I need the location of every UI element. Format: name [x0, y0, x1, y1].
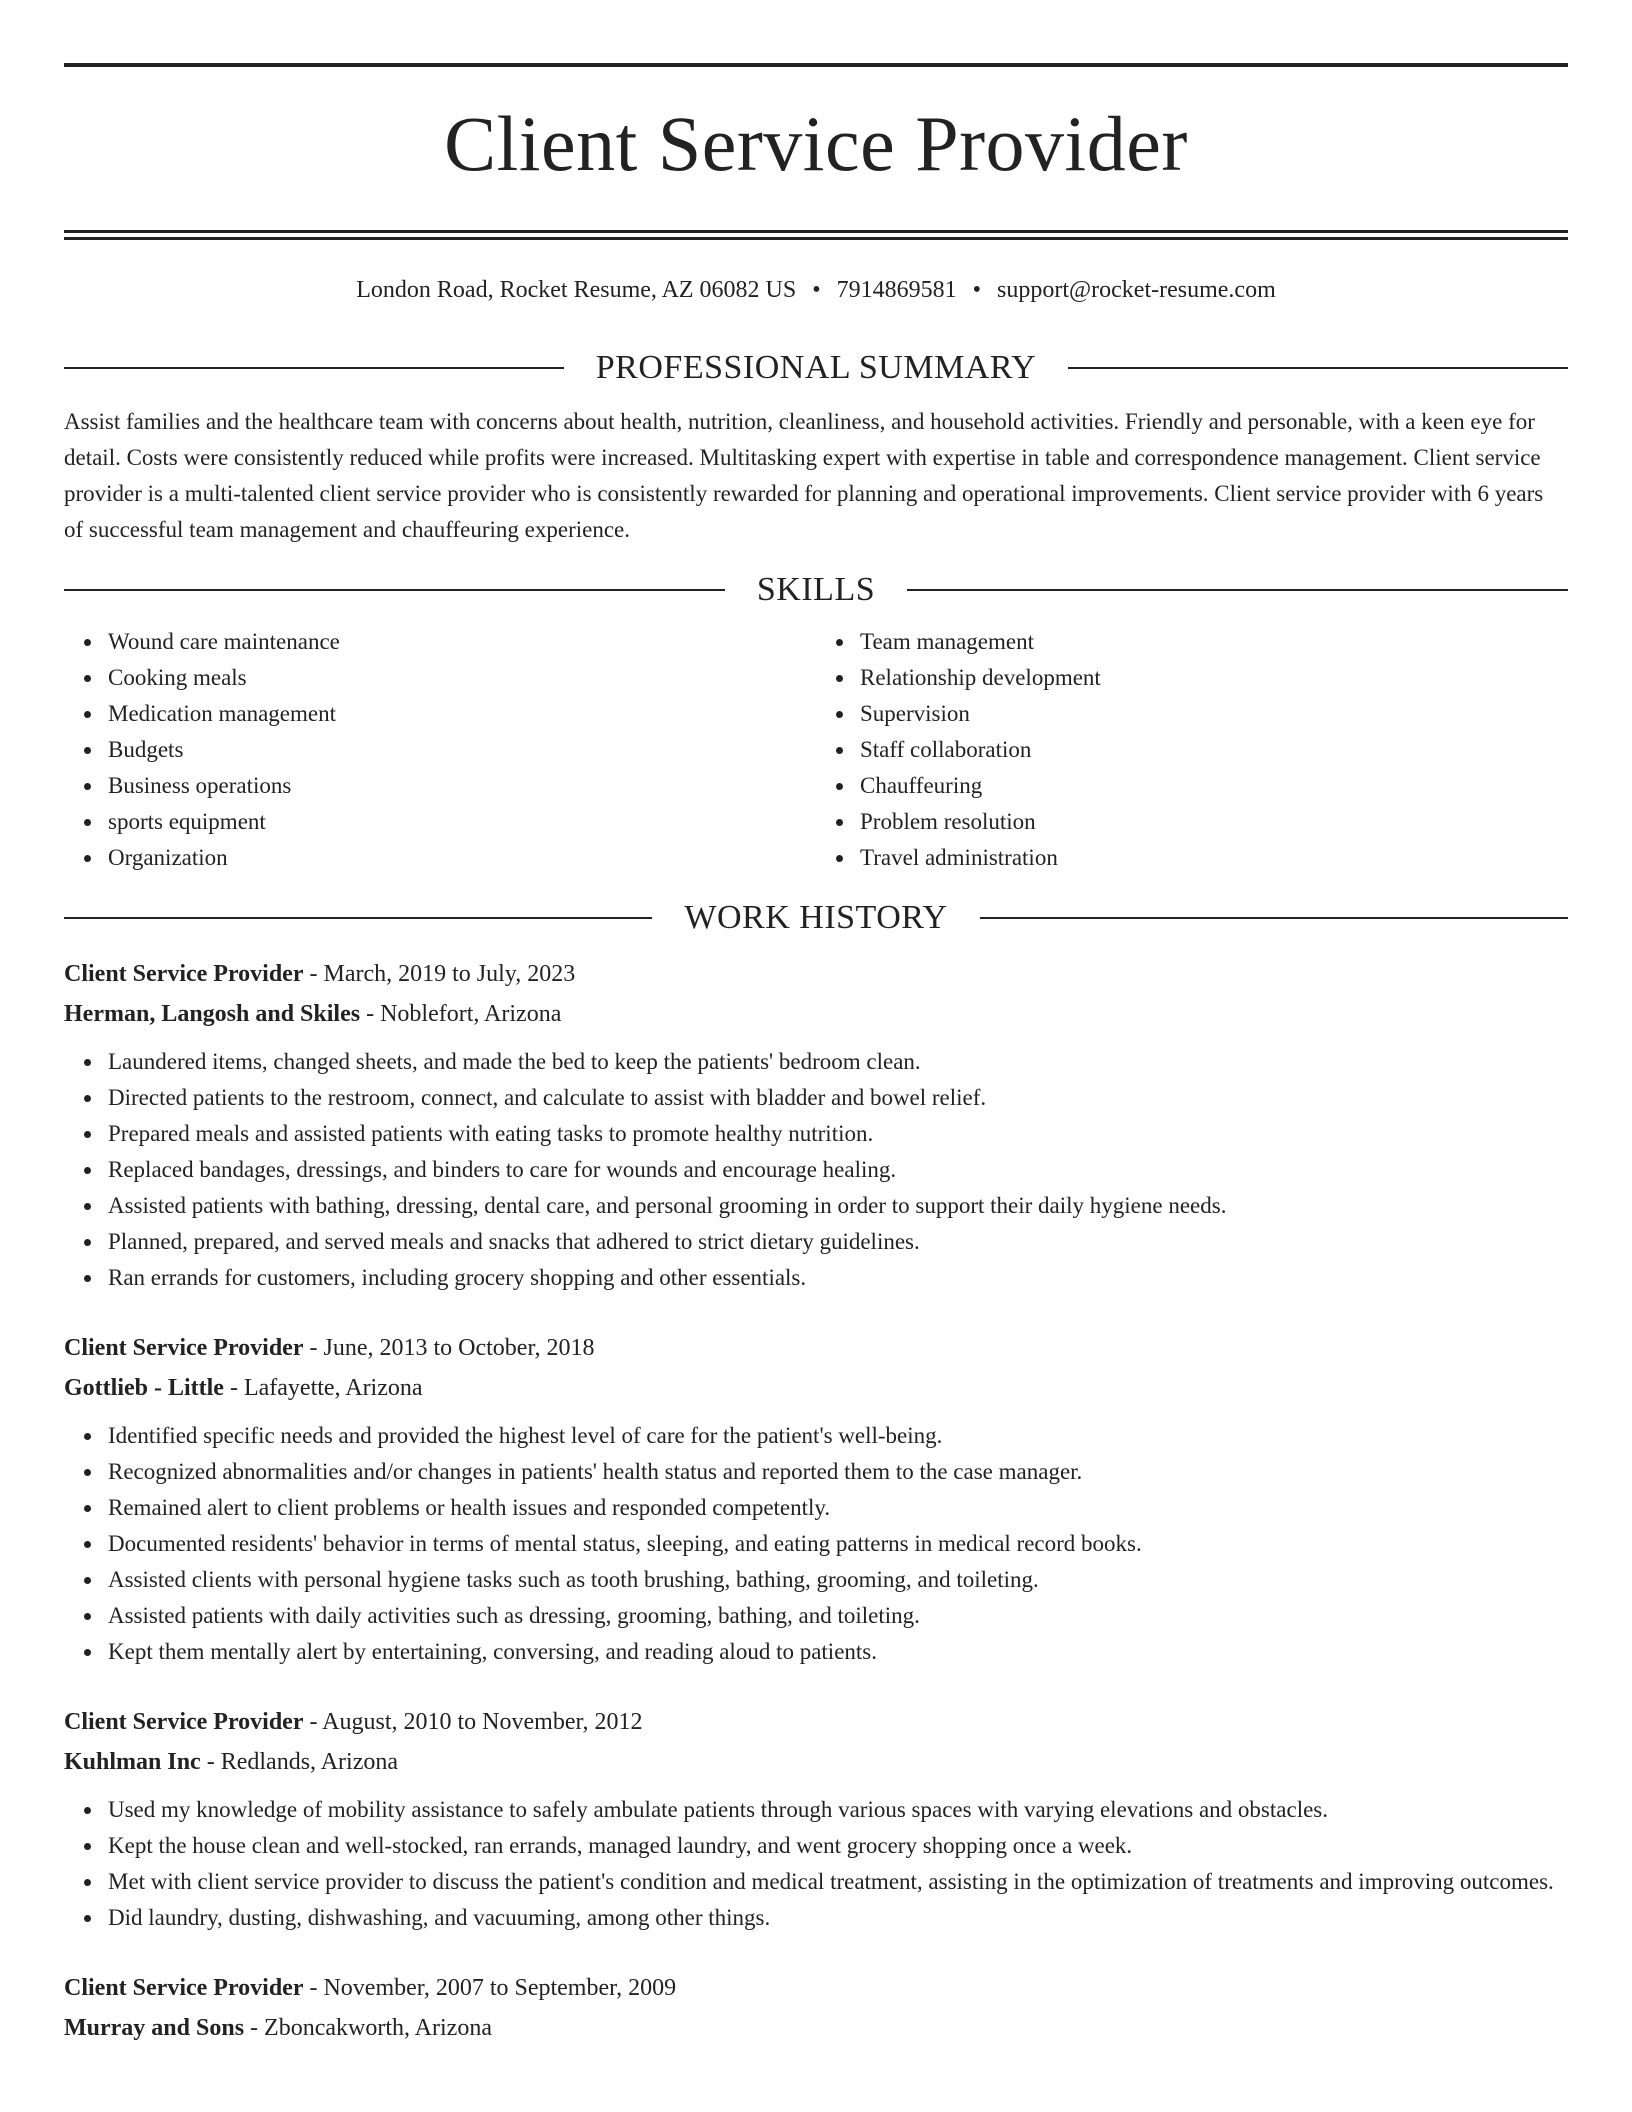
- skill-item: sports equipment: [108, 804, 816, 840]
- skill-item: Budgets: [108, 732, 816, 768]
- skill-item: Supervision: [860, 696, 1568, 732]
- job-duty-item: Identified specific needs and provided the highest level of care for the patient's well-being.: [108, 1418, 1568, 1454]
- job-duty-item: Replaced bandages, dressings, and binders to care for wounds and encourage healing.: [108, 1152, 1568, 1188]
- skill-item: Cooking meals: [108, 660, 816, 696]
- resume-title: Client Service Provider: [444, 100, 1188, 187]
- job-duty-item: Documented residents' behavior in terms of mental status, sleeping, and eating patterns in medical record books.: [108, 1526, 1568, 1562]
- heading-rule: [980, 917, 1568, 919]
- job-duty-item: Laundered items, changed sheets, and made the bed to keep the patients' bedroom clean.: [108, 1044, 1568, 1080]
- heading-rule: [64, 917, 652, 919]
- job-dates: - November, 2007 to September, 2009: [309, 1975, 677, 2001]
- heading-rule: [64, 367, 564, 369]
- job-title-line: [64, 1328, 1568, 1368]
- job-duty-item: Kept them mentally alert by entertaining, conversing, and reading aloud to patients.: [108, 1634, 1568, 1670]
- section-title: SKILLS: [756, 571, 876, 608]
- skills-columns: [64, 624, 1568, 876]
- job-dates: - June, 2013 to October, 2018: [309, 1335, 595, 1361]
- skill-item: Team management: [860, 624, 1568, 660]
- title-double-rule: [64, 230, 1568, 240]
- job-location: - Redlands, Arizona: [206, 1749, 399, 1775]
- job-company-line: [64, 1742, 1568, 1782]
- skill-item: Medication management: [108, 696, 816, 732]
- skill-item: Organization: [108, 840, 816, 876]
- job-entry: [64, 1328, 1568, 1670]
- contact-separator: •: [972, 277, 982, 303]
- job-duty-item: Prepared meals and assisted patients with eating tasks to promote healthy nutrition.: [108, 1116, 1568, 1152]
- job-entry: [64, 1968, 1568, 2048]
- job-duty-item: Planned, prepared, and served meals and snacks that adhered to strict dietary guidelines.: [108, 1224, 1568, 1260]
- summary-text: Assist families and the healthcare team with concerns about health, nutrition, cleanliness, and household activities. Friendly and personable, with a keen eye for detail. Costs were consistently reduced while profits were increased. Multitasking expert with expertise in table and correspondence management. Client service provider is a multi-talented client service provider who is consistently rewarded for planning and operational improvements. Client service provider with 6 years of successful team management and chauffeuring experience.: [64, 409, 1544, 542]
- job-duty-item: Directed patients to the restroom, connect, and calculate to assist with bladder and bowel relief.: [108, 1080, 1568, 1116]
- skill-item: Chauffeuring: [860, 768, 1568, 804]
- heading-rule: [907, 589, 1568, 591]
- job-company-line: [64, 994, 1568, 1034]
- job-duty-item: Assisted patients with daily activities such as dressing, grooming, bathing, and toileting.: [108, 1598, 1568, 1634]
- job-title: Client Service Provider: [64, 1709, 304, 1735]
- job-company: Murray and Sons: [64, 2015, 245, 2041]
- job-title: Client Service Provider: [64, 1975, 304, 2001]
- section-heading-work: [64, 896, 1568, 940]
- skill-item: Staff collaboration: [860, 732, 1568, 768]
- job-duty-item: Ran errands for customers, including grocery shopping and other essentials.: [108, 1260, 1568, 1296]
- job-duties-list: [64, 1044, 1568, 1296]
- job-dates: - August, 2010 to November, 2012: [309, 1709, 643, 1735]
- job-company: Herman, Langosh and Skiles: [64, 1001, 361, 1027]
- job-location: - Lafayette, Arizona: [229, 1375, 423, 1401]
- job-duty-item: Recognized abnormalities and/or changes in patients' health status and reported them to the case manager.: [108, 1454, 1568, 1490]
- job-entry: [64, 954, 1568, 1296]
- job-duty-item: Assisted clients with personal hygiene tasks such as tooth brushing, bathing, grooming, and toileting.: [108, 1562, 1568, 1598]
- skills-list-right: [816, 624, 1568, 876]
- job-location: - Noblefort, Arizona: [366, 1001, 562, 1027]
- job-company-line: [64, 2008, 1568, 2048]
- job-duty-item: Did laundry, dusting, dishwashing, and vacuuming, among other things.: [108, 1900, 1568, 1936]
- resume-page: [64, 0, 1568, 2048]
- skill-item: Problem resolution: [860, 804, 1568, 840]
- skill-item: Wound care maintenance: [108, 624, 816, 660]
- job-duty-item: Kept the house clean and well-stocked, ran errands, managed laundry, and went grocery shopping once a week.: [108, 1828, 1568, 1864]
- section-title: PROFESSIONAL SUMMARY: [595, 349, 1037, 386]
- job-duty-item: Met with client service provider to discuss the patient's condition and medical treatment, assisting in the optimization of treatments and improving outcomes.: [108, 1864, 1568, 1900]
- job-entry: [64, 1702, 1568, 1936]
- job-title: Client Service Provider: [64, 961, 304, 987]
- heading-rule: [1068, 367, 1568, 369]
- contact-phone: 7914869581: [836, 277, 957, 303]
- contact-address: London Road, Rocket Resume, AZ 06082 US: [356, 277, 797, 303]
- top-rule: [64, 63, 1568, 67]
- heading-rule: [64, 589, 725, 591]
- skill-item: Relationship development: [860, 660, 1568, 696]
- job-dates: - March, 2019 to July, 2023: [309, 961, 576, 987]
- skill-item: Travel administration: [860, 840, 1568, 876]
- job-title-line: [64, 1968, 1568, 2008]
- contact-line: [64, 274, 1568, 306]
- job-duty-item: Used my knowledge of mobility assistance to safely ambulate patients through various spaces with varying elevations and obstacles.: [108, 1792, 1568, 1828]
- job-title-line: [64, 1702, 1568, 1742]
- skill-item: Business operations: [108, 768, 816, 804]
- work-history-list: [64, 954, 1568, 2048]
- job-company: Gottlieb - Little: [64, 1375, 224, 1401]
- section-heading-summary: [64, 346, 1568, 390]
- job-company: Kuhlman Inc: [64, 1749, 201, 1775]
- skills-list-left: [64, 624, 816, 876]
- section-title: WORK HISTORY: [684, 899, 948, 936]
- job-title: Client Service Provider: [64, 1335, 304, 1361]
- job-location: - Zboncakworth, Arizona: [250, 2015, 492, 2041]
- job-duty-item: Remained alert to client problems or health issues and responded competently.: [108, 1490, 1568, 1526]
- job-title-line: [64, 954, 1568, 994]
- section-heading-skills: [64, 568, 1568, 612]
- job-duties-list: [64, 1792, 1568, 1936]
- job-company-line: [64, 1368, 1568, 1408]
- job-duties-list: [64, 1418, 1568, 1670]
- contact-separator: •: [812, 277, 821, 303]
- job-duty-item: Assisted patients with bathing, dressing, dental care, and personal grooming in order to support their daily hygiene needs.: [108, 1188, 1568, 1224]
- contact-email: support@rocket-resume.com: [997, 277, 1276, 303]
